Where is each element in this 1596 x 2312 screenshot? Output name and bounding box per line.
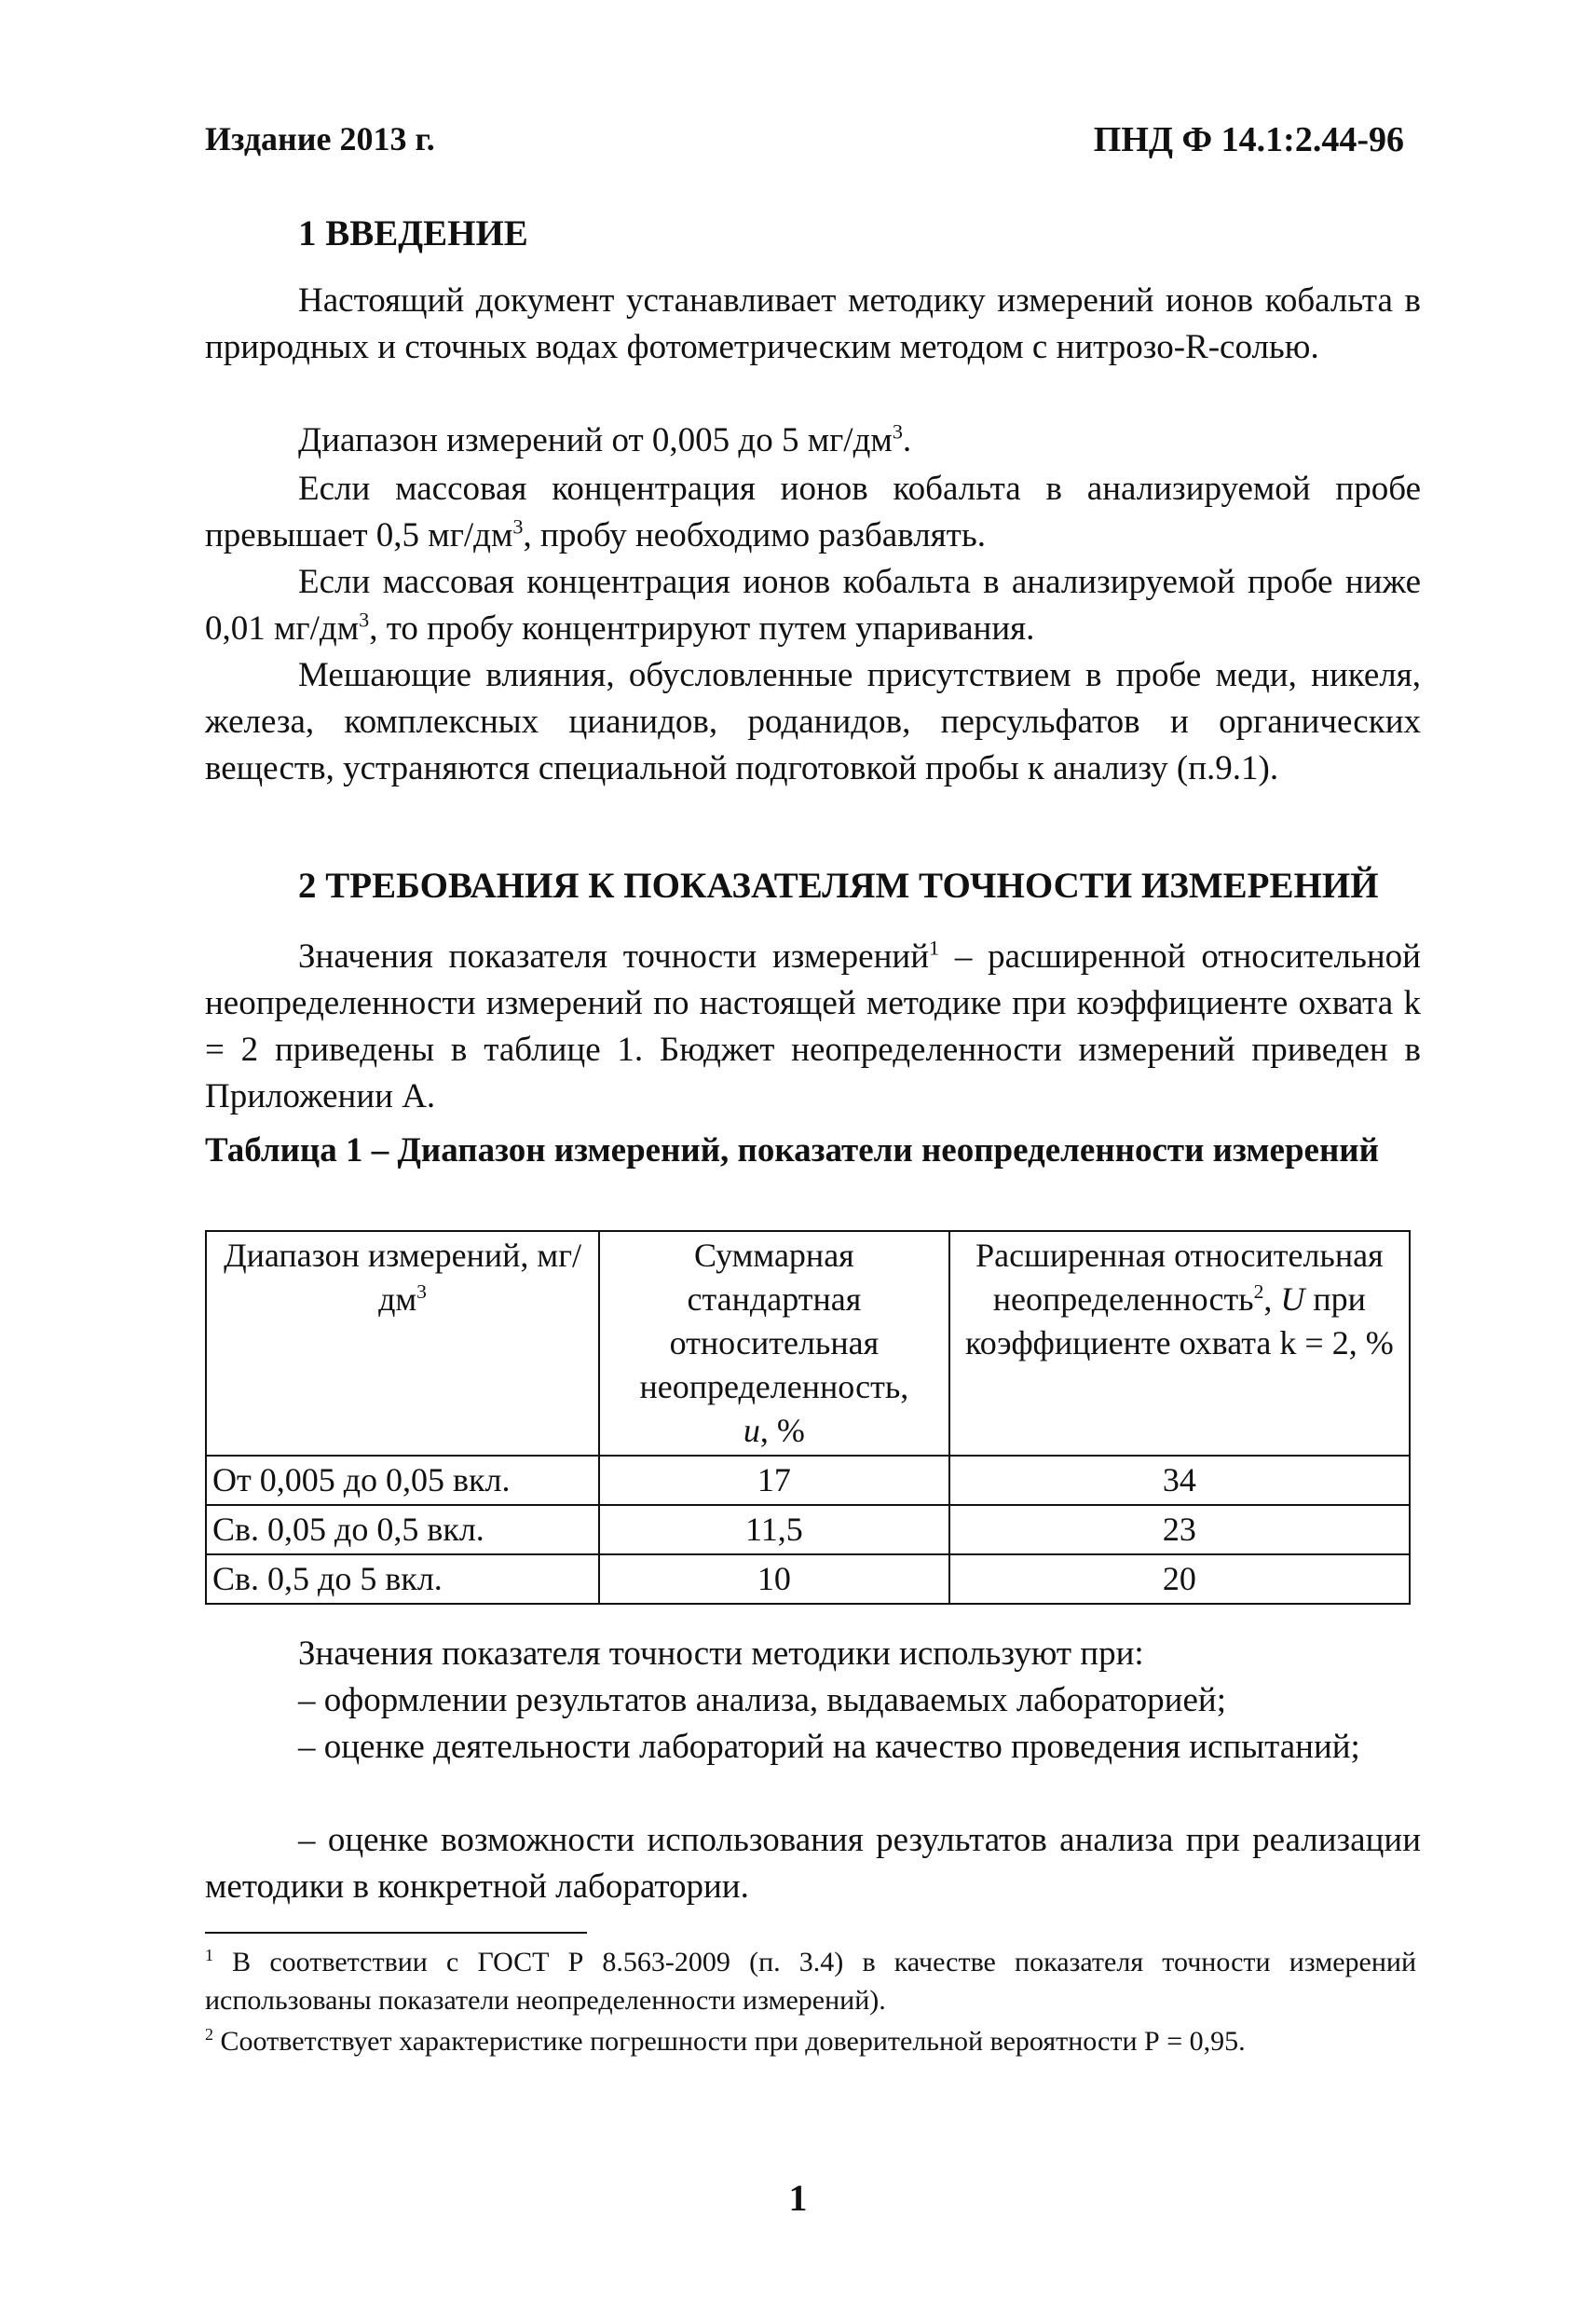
u-cell: 10 (599, 1554, 949, 1604)
section1-paragraph-3 (205, 466, 1421, 559)
footnote-divider (205, 1932, 587, 1934)
table1-caption: Таблица 1 – Диапазон измерений, показатели неопределенности измерений (205, 1131, 1379, 1170)
table-row (206, 1554, 1410, 1604)
usage-intro: Значения показателя точности методики используют при: (298, 1635, 1144, 1673)
section1-paragraph-5: Мешающие влияния, обусловленные присутствием в пробе меди, никеля, железа, комплексных цианидов, роданидов, персульфатов и органических веществ, устраняются специальной подготовкой пробы к анализу (п.9.1). (205, 656, 1421, 787)
table-header-row (206, 1231, 1410, 1456)
range-cell: От 0,005 до 0,05 вкл. (206, 1456, 599, 1505)
dilution-text-b: , пробу необходимо разбавлять. (523, 516, 986, 554)
section2-paragraph-1 (205, 934, 1421, 1120)
superscript-3: 3 (892, 419, 903, 444)
usage-item-2: – оценке деятельности лабораторий на качество проведения испытаний; (298, 1728, 1360, 1766)
header-range: Диапазон измерений, $мг/дм^3$ (206, 1231, 599, 1456)
section1-paragraph-2 (205, 417, 1421, 464)
header-expanded-uncertainty: Расширенная относительная неопределенность$^2$, U при коэффициенте охвата k = 2, % (949, 1231, 1410, 1456)
page-number: 1 (788, 2177, 808, 2219)
section1-paragraph-4 (205, 559, 1421, 652)
range-cell: Св. 0,5 до 5 вкл. (206, 1554, 599, 1604)
concentration-text-a: Если массовая концентрация ионов кобальта в анализируемой пробе ниже 0,01 мг/дм (205, 563, 1421, 648)
superscript-3: 3 (359, 608, 370, 632)
usage-item-1: – оформлении результатов анализа, выдаваемых лабораторией; (298, 1681, 1226, 1719)
edition-label: Издание 2013 г. (205, 120, 435, 157)
superscript-3: 3 (512, 514, 524, 539)
footnote-ref-1: 1 (929, 936, 940, 960)
section1-paragraph-1: Настоящий документ устанавливает методику измерений ионов кобальта в природных и сточных водах фотометрическим методом с нитрозо-R-солью. (205, 281, 1421, 366)
u-cell: 17 (599, 1456, 949, 1505)
concentration-text-b: , то пробу концентрируют путем упаривания. (369, 609, 1035, 648)
document-code: ПНД Ф 14.1:2.44-96 (1093, 120, 1404, 159)
section2-title: 2 ТРЕБОВАНИЯ К ПОКАЗАТЕЛЯМ ТОЧНОСТИ ИЗМЕРЕНИЙ (298, 866, 1379, 906)
accuracy-text-a: Значения показателя точности измерений (298, 937, 929, 976)
usage-item-3: – оценке возможности использования результатов анализа при реализации методики в конкретной лаборатории. (205, 1821, 1421, 1906)
table-row (206, 1505, 1410, 1554)
uncertainty-table (205, 1230, 1411, 1605)
u-cell: 11,5 (599, 1505, 949, 1554)
dilution-text-a: Если массовая концентрация ионов кобальта в анализируемой пробе превышает 0,5 мг/дм (205, 470, 1421, 554)
section1-title: 1 ВВЕДЕНИЕ (298, 213, 528, 253)
table-row (206, 1456, 1410, 1505)
range-text: Диапазон измерений от 0,005 до 5 мг/дм (298, 421, 893, 459)
header-standard-uncertainty: Суммарная стандартная относительная неопределенность, u, % (599, 1231, 949, 1456)
range-cell: Св. 0,05 до 0,5 вкл. (206, 1505, 599, 1554)
footnote-1: $^1$ В соответствии с ГОСТ Р 8.563-2009 (п. 3.4) в качестве показателя точности измерений использованы показатели неопределенности измерений). (205, 1946, 1416, 2016)
U-cell: 34 (949, 1456, 1410, 1505)
range-end: . (902, 421, 912, 459)
footnote-2: $^2$ Соответствует характеристике погрешности при доверительной вероятности Р = 0,95. (205, 2025, 1246, 2057)
U-cell: 23 (949, 1505, 1410, 1554)
accuracy-text-b: – расширенной относительной неопределенности измерений по настоящей методике при коэффициенте охвата k = 2 приведены в таблице 1. Бюджет неопределенности измерений приведен в Приложении А. (205, 937, 1421, 1115)
footnote-mark-1: 1 (205, 1946, 213, 1964)
U-cell: 20 (949, 1554, 1410, 1604)
footnote-mark-2: 2 (205, 2025, 213, 2044)
